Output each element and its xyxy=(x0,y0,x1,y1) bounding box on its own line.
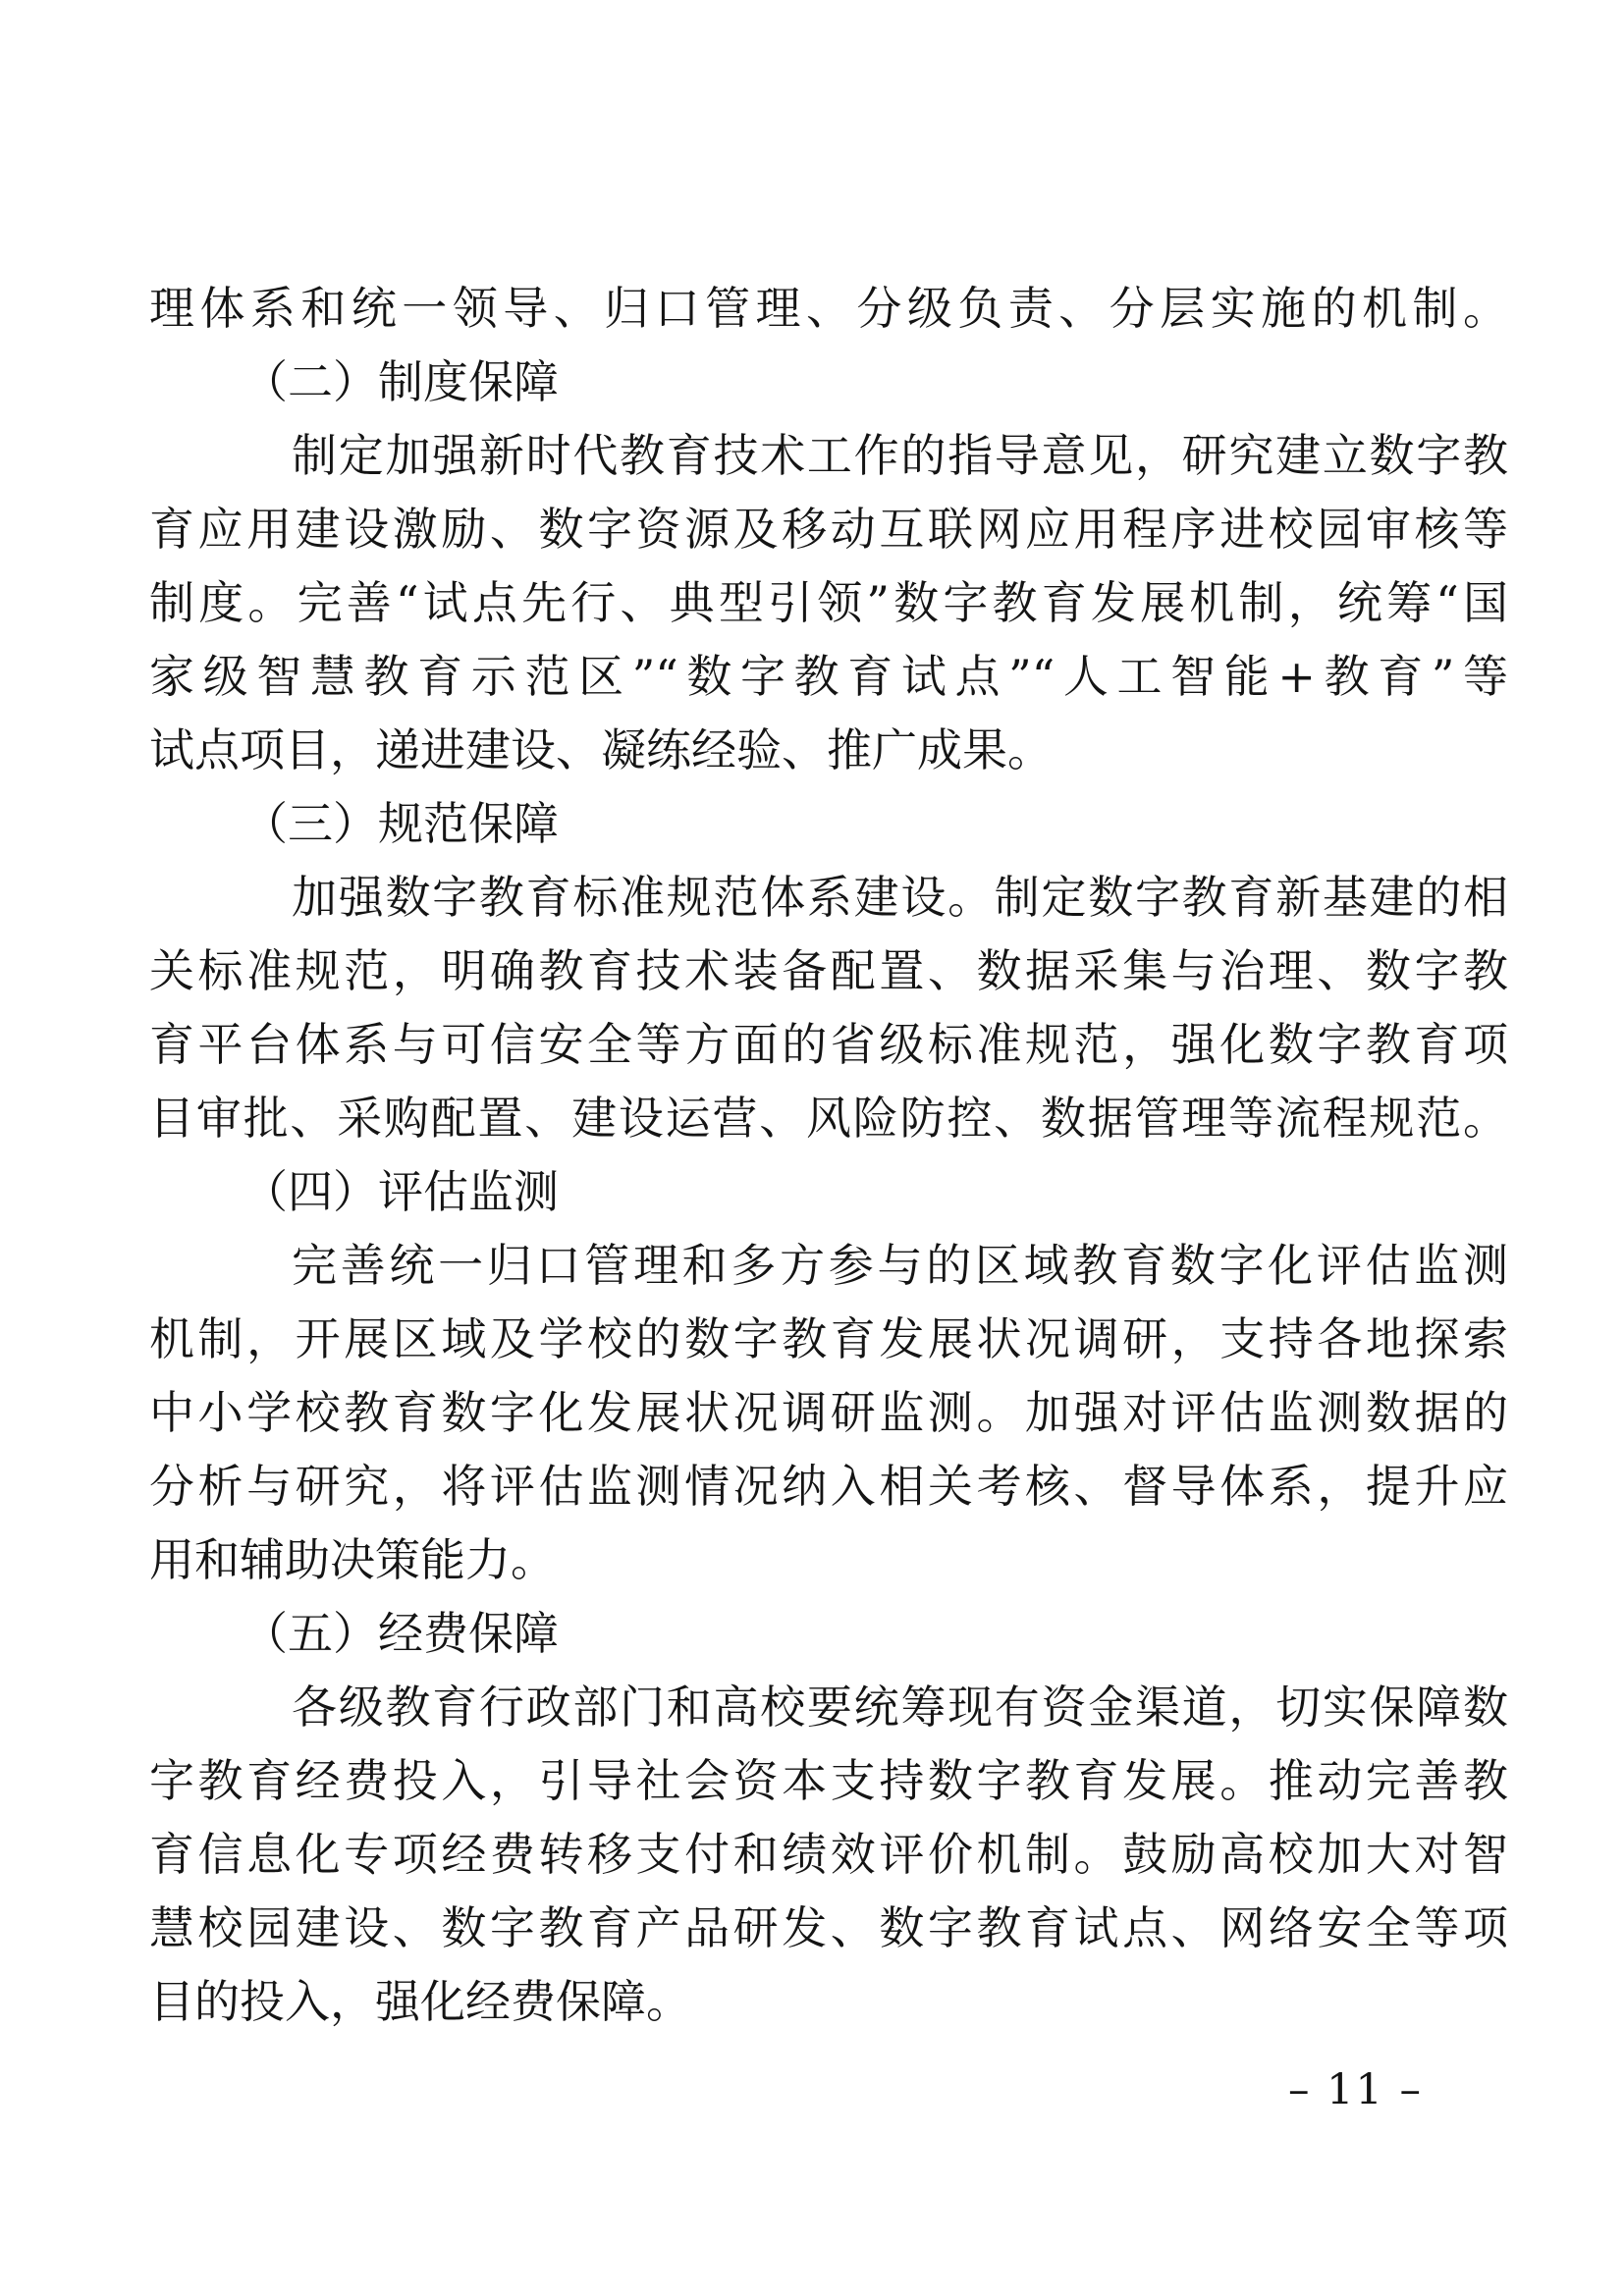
body-line: 家级智慧教育示范区”“数字教育试点”“人工智能+教育”等 xyxy=(149,650,1508,703)
body-line: 制度。完善“试点先行、典型引领”数字教育发展机制，统筹“国 xyxy=(149,576,1508,629)
paragraph-last-line: 试点项目，递进建设、凝练经验、推广成果。 xyxy=(149,723,1053,776)
paragraph-last-line: 目的投入，强化经费保障。 xyxy=(149,1975,691,2028)
body-line: 育信息化专项经费转移支付和绩效评价机制。鼓励高校加大对智 xyxy=(149,1828,1508,1881)
paragraph-first-line: 完善统一归口管理和多方参与的区域教育数字化评估监测 xyxy=(292,1239,1508,1292)
body-line: 育平台体系与可信安全等方面的省级标准规范，强化数字教育项 xyxy=(149,1018,1508,1071)
section-heading-5: （五）经费保障 xyxy=(243,1607,559,1660)
page-number: – 11 – xyxy=(1287,2065,1423,2114)
body-line: 慧校园建设、数字教育产品研发、数字教育试点、网络安全等项 xyxy=(149,1901,1508,1954)
paragraph-first-line: 各级教育行政部门和高校要统筹现有资金渠道，切实保障数 xyxy=(292,1681,1508,1734)
section-heading-3: （三）规范保障 xyxy=(243,797,559,850)
paragraph-first-line: 加强数字教育标准规范体系建设。制定数字教育新基建的相 xyxy=(292,871,1508,924)
paragraph-last-line: 目审批、采购配置、建设运营、风险防控、数据管理等流程规范。 xyxy=(149,1092,1508,1145)
document-text-block xyxy=(149,272,1508,2039)
body-line: 机制，开展区域及学校的数字教育发展状况调研，支持各地探索 xyxy=(149,1312,1508,1365)
body-line: 关标准规范，明确教育技术装备配置、数据采集与治理、数字教 xyxy=(149,944,1508,997)
section-heading-2: （二）制度保障 xyxy=(243,355,559,408)
body-line: 理体系和统一领导、归口管理、分级负责、分层实施的机制。 xyxy=(149,282,1508,335)
paragraph-first-line: 制定加强新时代教育技术工作的指导意见，研究建立数字教 xyxy=(292,429,1508,482)
body-line: 中小学校教育数字化发展状况调研监测。加强对评估监测数据的 xyxy=(149,1386,1508,1439)
body-line: 分析与研究，将评估监测情况纳入相关考核、督导体系，提升应 xyxy=(149,1460,1508,1513)
paragraph-last-line: 用和辅助决策能力。 xyxy=(149,1533,556,1586)
body-line: 育应用建设激励、数字资源及移动互联网应用程序进校园审核等 xyxy=(149,503,1508,556)
body-line: 字教育经费投入，引导社会资本支持数字教育发展。推动完善教 xyxy=(149,1754,1508,1807)
section-heading-4: （四）评估监测 xyxy=(243,1165,559,1218)
